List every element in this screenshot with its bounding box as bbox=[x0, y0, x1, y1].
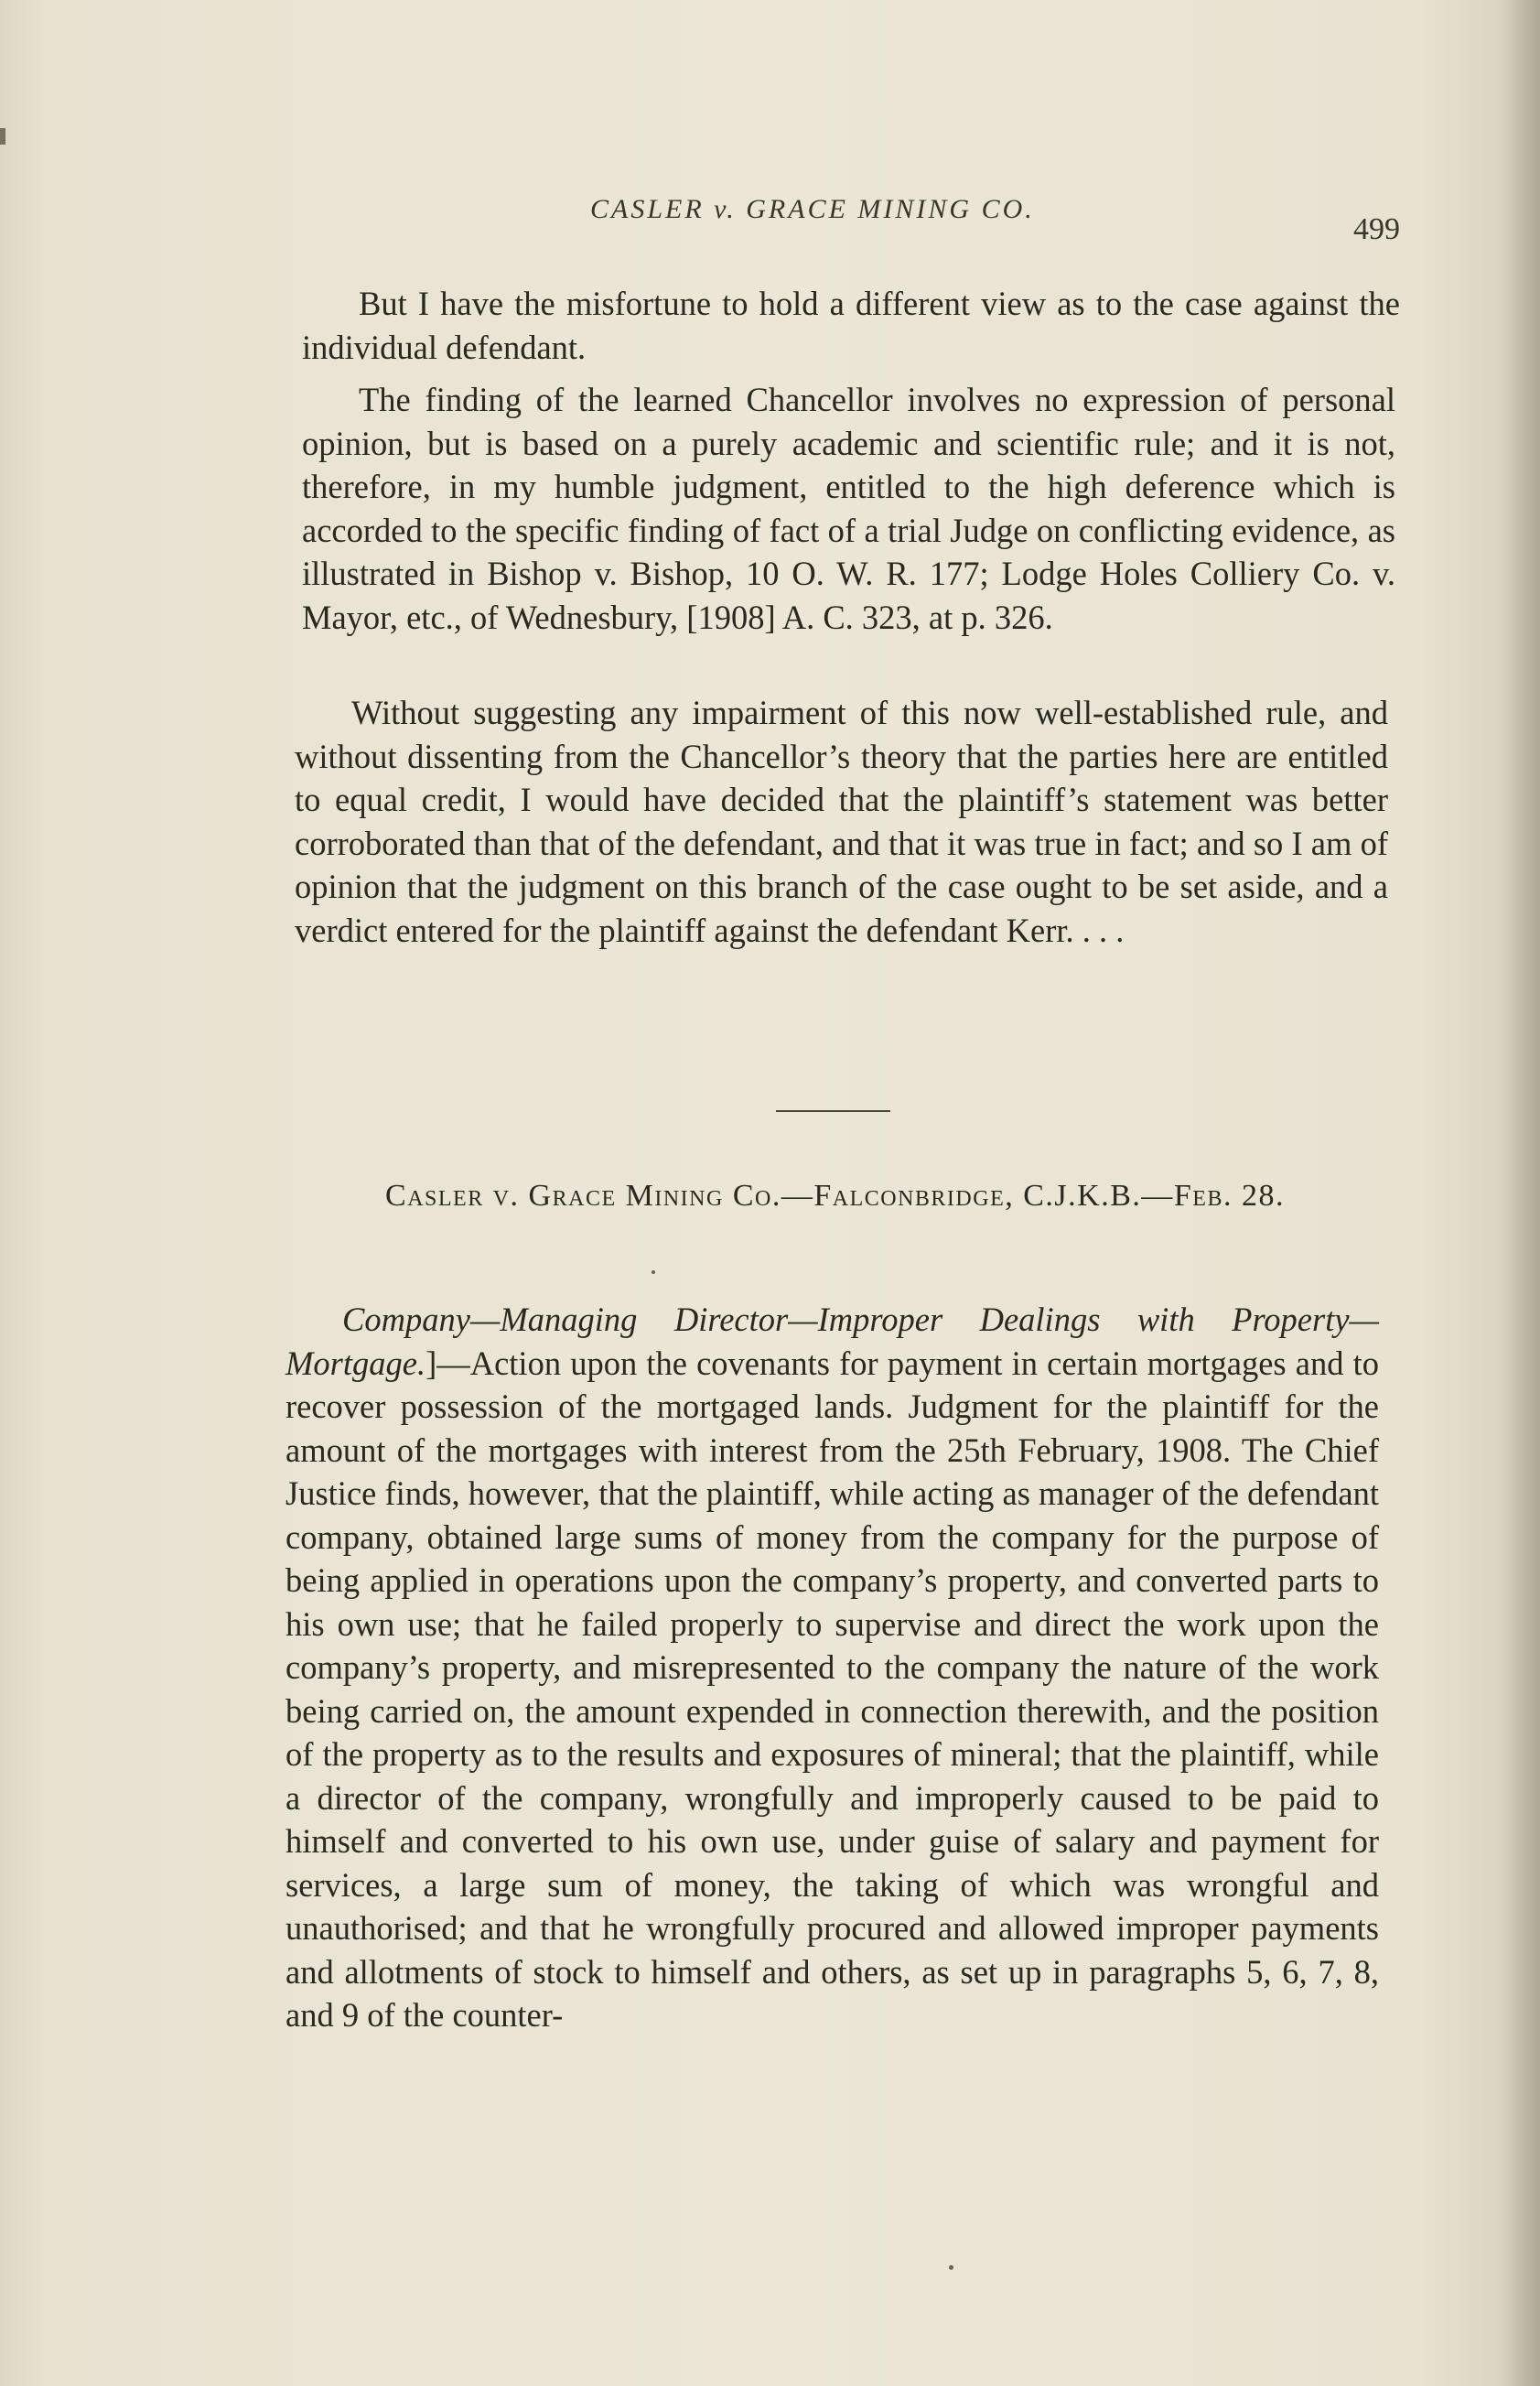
section-divider bbox=[776, 1110, 890, 1112]
paragraph: The finding of the learned Chancellor involves no expression of personal opinion, but is based on a purely academic and scientific rule; and it is not, therefore, in my humble judgment, entitled to the high deference which is accorded to the specific finding of fact of a trial Judge on conflicting evidence, as illustrated in Bishop v. Bishop, 10 O. W. R. 177; Lodge Holes Colliery Co. v. Mayor, etc., of Wednesbury, [1908] A. C. 323, at p. 326. bbox=[302, 381, 1395, 636]
headnote-paragraph bbox=[285, 1298, 1379, 2037]
page-edge-mark bbox=[0, 128, 5, 145]
print-speck bbox=[652, 1270, 655, 1274]
running-title: CASLER v. GRACE MINING CO. bbox=[590, 194, 1035, 224]
case-heading: Casler v. Grace Mining Co.—Falconbridge, C.J.K.B.—Feb. 28. bbox=[385, 1179, 1285, 1213]
running-head bbox=[275, 194, 1400, 249]
print-speck bbox=[949, 2265, 953, 2270]
page-number: 499 bbox=[1353, 212, 1400, 246]
headnote-body: ]—Action upon the covenants for payment in certain mortgages and to recover possession of the mortgaged lands. Judgment for the plaintiff for the amount of the mortgages with interest from the 25th February, 1908. The Chief Justice finds, however, that the plaintiff, while acting as manager of the defendant company, obtained large sums of money from the company for the purpose of being applied in operations upon the company’s property, and converted parts to his own use; that he failed properly to supervise and direct the work upon the company’s property, and misrepresented to the company the nature of the work being carried on, the amount expended in connection therewith, and the position of the property as to the results and exposures of mineral; that the plaintiff, while a director of the company, wrongfully and improperly caused to be paid to himself and converted to his own use, under guise of salary and payment for services, a large sum of money, the taking of which was wrongful and unauthorised; and that he wrongfully procured and allowed improper payments and allotments of stock to himself and others, as set up in paragraphs 5, 6, 7, 8, and 9 of the counter- bbox=[285, 1344, 1379, 2034]
headnote-catchwords: Company—Managing Director—Improper Dealings with Property—Mortgage. bbox=[285, 1301, 1379, 1382]
page-gutter-shadow bbox=[1503, 0, 1540, 2386]
paragraph: Without suggesting any impairment of this now well-established rule, and without dissenting from the Chancellor’s theory that the parties here are entitled to equal credit, I would have decided that the plaintiff’s statement was better corroborated than that of the defendant, and that it was true in fact; and so I am of opinion that the judgment on this branch of the case ought to be set aside, and a verdict entered for the plaintiff against the defendant Kerr. . . . bbox=[295, 694, 1388, 949]
paragraph: But I have the misfortune to hold a different view as to the case against the individual defendant. bbox=[302, 285, 1400, 366]
